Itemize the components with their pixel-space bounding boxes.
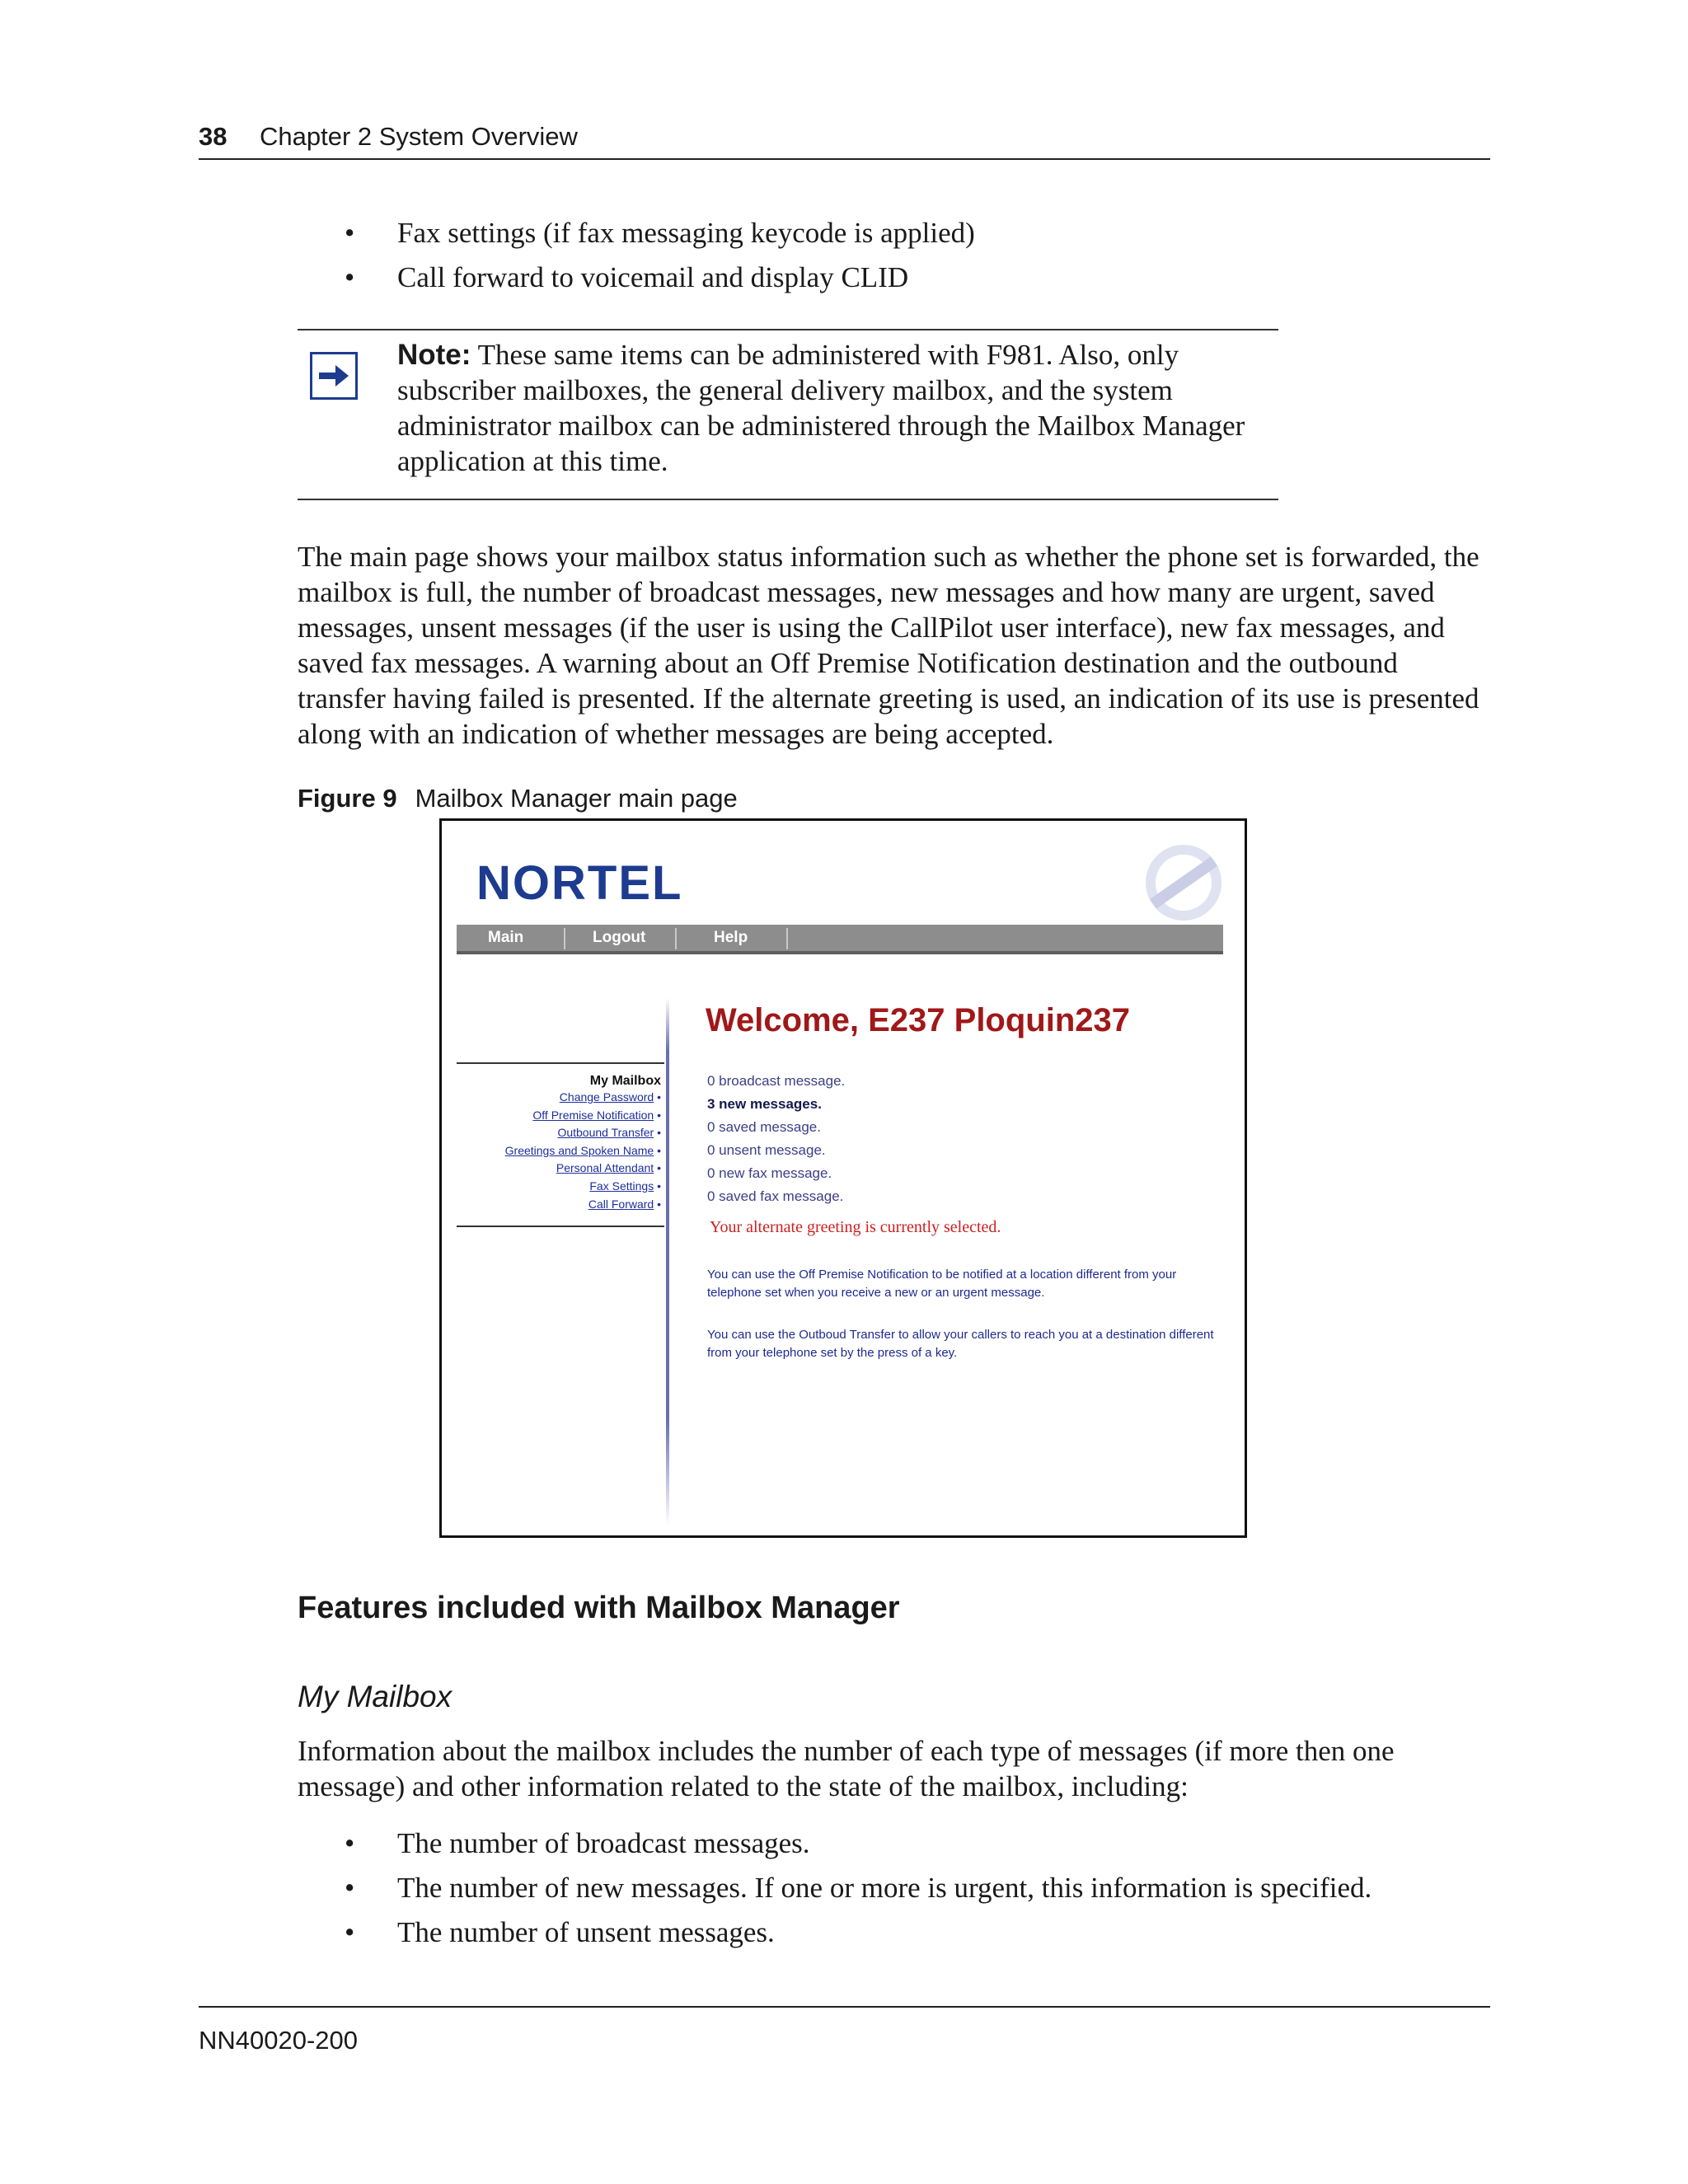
nav-divider (675, 928, 677, 949)
list-item: • The number of broadcast messages. (345, 1827, 810, 1859)
figure-label: Figure 9 (298, 784, 397, 813)
list-item: • The number of new messages. If one or more is urgent, this information is specified. (345, 1872, 1372, 1904)
unsent-count: 0 unsent message. (707, 1142, 826, 1158)
sidebar-item-off-premise-notification[interactable]: Off Premise Notification • (532, 1108, 661, 1122)
list-item: • Fax settings (if fax messaging keycode is applied) (345, 217, 975, 249)
intro-bullet-list (345, 211, 975, 300)
note-label: Note: (397, 339, 471, 371)
figure-caption: Figure 9 Mailbox Manager main page (298, 784, 738, 813)
alternate-greeting-notice: Your alternate greeting is currently selected. (710, 1218, 1001, 1236)
nav-divider (786, 928, 788, 949)
broadcast-count: 0 broadcast message. (707, 1073, 846, 1089)
running-header (199, 122, 1490, 160)
chapter-title: Chapter 2 System Overview (260, 122, 578, 151)
arrow-right-icon (310, 352, 358, 400)
note-text: Note: These same items can be administered with F981. Also, only subscriber mailboxes, the general delivery mailbox, and the system administrator mailbox can be administered through the Mailbox Manager application at this time. (397, 339, 1245, 477)
nav-logout[interactable]: Logout (593, 929, 646, 946)
nav-help[interactable]: Help (714, 929, 748, 946)
list-item: • Call forward to voicemail and display CLID (345, 261, 909, 293)
info-off-premise: You can use the Off Premise Notification to be notified at a location different from your telephone set when you receive a new or an urgent message. (707, 1268, 1177, 1300)
section-heading: Features included with Mailbox Manager (298, 1591, 900, 1625)
document-number: NN40020-200 (199, 2026, 359, 2055)
info-outbound-transfer: You can use the Outboud Transfer to allow your callers to reach you at a destination different from your telephone set by the press of a key. (707, 1328, 1214, 1360)
sidebar-title: My Mailbox (589, 1074, 661, 1088)
subsection-heading: My Mailbox (298, 1680, 452, 1713)
running-footer (199, 2006, 1490, 2055)
section-paragraph: Information about the mailbox includes the number of each type of messages (if more then one message) and other information related to the state of the mailbox, including: (298, 1735, 1395, 1802)
sidebar-item-outbound-transfer[interactable]: Outbound Transfer • (557, 1126, 661, 1140)
saved-fax-count: 0 saved fax message. (707, 1188, 844, 1204)
nortel-logo: NORTEL (476, 856, 683, 910)
new-messages-count: 3 new messages. (707, 1096, 822, 1112)
content-divider (666, 998, 669, 1526)
message-status-list (707, 1070, 845, 1208)
new-fax-count: 0 new fax message. (707, 1165, 832, 1181)
nortel-globe-icon (1138, 837, 1229, 928)
sidebar (457, 1062, 664, 1227)
page-number: 38 (199, 122, 227, 151)
sidebar-item-personal-attendant[interactable]: Personal Attendant • (556, 1161, 661, 1175)
sidebar-item-greetings[interactable]: Greetings and Spoken Name • (504, 1143, 661, 1157)
nav-divider (564, 928, 565, 949)
list-item: • The number of unsent messages. (345, 1916, 775, 1948)
welcome-heading: Welcome, E237 Ploquin237 (706, 1002, 1131, 1038)
section-bullet-list (345, 1821, 1372, 1955)
body-paragraph: The main page shows your mailbox status information such as whether the phone set is forwarded, the mailbox is full, the number of broadcast messages, new messages and how many are urgent, saved messages, unsent messages (if the user is using the CallPilot user interface), new fax messages, and saved fax messages. A warning about an Off Premise Notification destination and the outbound transfer having failed is presented. If the alternate greeting is used, an indication of its use is presented along with an indication of whether messages are being accepted. (298, 541, 1479, 750)
sidebar-item-fax-settings[interactable]: Fax Settings • (589, 1179, 661, 1193)
sidebar-item-call-forward[interactable]: Call Forward • (588, 1197, 661, 1211)
nav-main[interactable]: Main (488, 929, 524, 946)
top-nav (457, 925, 1223, 954)
note-box (298, 329, 1278, 500)
sidebar-item-change-password[interactable]: Change Password • (559, 1090, 661, 1104)
mailbox-manager-screenshot (439, 818, 1247, 1538)
saved-count: 0 saved message. (707, 1119, 821, 1135)
